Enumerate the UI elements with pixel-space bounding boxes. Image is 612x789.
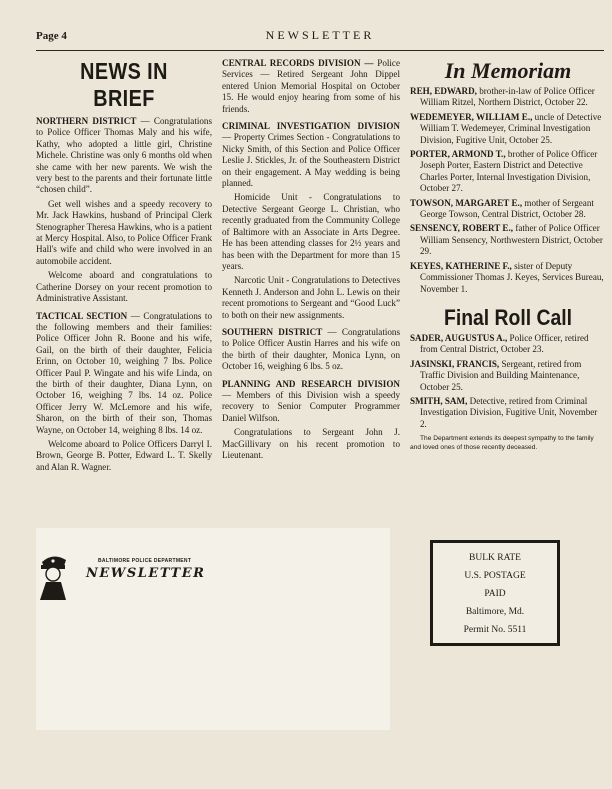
news-paragraph	[36, 199, 212, 267]
news-paragraph-text: — Property Crimes Section - Congratulations to Nicky Smith, of this Section and Police Officer Leslie J. Stickles, Jr. of the Southeastern District on their engagement. A May wedding is being planned.	[222, 132, 400, 189]
news-paragraph	[36, 270, 212, 304]
postage-line: Permit No. 5511	[463, 625, 527, 635]
roll-call-text: Detective, retired from Criminal Investigation Division, Fugitive Unit, November 2.	[420, 395, 598, 429]
memoriam-entry	[410, 86, 606, 109]
news-in-brief-column	[36, 58, 212, 473]
news-paragraph-text: — Members of this Division wish a speedy recovery to Senior Computer Programmer Daniel Wilfson.	[222, 389, 400, 423]
memoriam-entry	[410, 223, 606, 257]
news-paragraph	[36, 311, 212, 436]
department-label: BALTIMORE POLICE DEPARTMENT	[98, 558, 192, 564]
memoriam-text: brother of Police Officer Joseph Porter, Eastern District and Detective Charles Porter, Internal Investigation Division, October 27.	[420, 149, 598, 194]
news-paragraph-head: SOUTHERN DISTRICT	[222, 326, 323, 337]
news-paragraph	[222, 58, 400, 115]
news-paragraph-head: NORTHERN DISTRICT	[36, 116, 137, 126]
sympathy-note: The Department extends its deepest sympathy to the family and loved ones of those recently deceased.	[410, 435, 594, 452]
page-header	[36, 28, 604, 48]
bulk-rate-postage-stamp	[430, 540, 560, 646]
masthead-title: NEWSLETTER	[265, 28, 375, 42]
memoriam-name: WEDEMEYER, WILLIAM E.,	[410, 111, 533, 122]
news-paragraph	[222, 379, 400, 425]
postage-line: PAID	[484, 589, 506, 599]
news-paragraph-head: TACTICAL SECTION	[36, 310, 128, 321]
roll-call-entry	[410, 333, 606, 356]
news-paragraph	[222, 427, 400, 461]
page-number: Page 4	[36, 30, 67, 42]
roll-call-name: SADER, AUGUSTUS A.,	[410, 332, 508, 343]
news-paragraph-text: Welcome aboard to Police Officers Darryl I. Brown, George B. Potter, Edward L. T. Skelly and Alan R. Wagner.	[36, 438, 212, 472]
news-paragraph-text: Congratulations to Sergeant John J. MacGillivary on his recent promotion to Lieutenant.	[222, 427, 400, 460]
roll-call-text: Sergeant, retired from Traffic Division and Building Maintenance, October 25.	[420, 358, 582, 392]
memoriam-entry	[410, 149, 606, 195]
news-paragraph-text: — Congratulations to the following members and their families: Police Officer John R. Boone and his wife, Gail, on the birth of their daughter, Felicia Erinn, on October 10, weighing 7 lbs. Police Officer Paul P. Wingate and his wife Linda, on the birth of their daughter, Diana Lynn, on October 16, weighing 7 lbs. 14 oz. Police Officer Jerry W. McLemore and his wife, Sharon, on the birth of their son, Thomas Wayne, on October 14, weighing 8 lbs. 14 oz.	[36, 310, 212, 435]
news-paragraph	[36, 116, 212, 196]
news-paragraph	[222, 121, 400, 189]
news-paragraph-text: — Congratulations to Police Officer Austin Harres and his wife on the birth of their daughter, Monica Lynn, on October 16, weighing 6 lbs. 5 oz.	[222, 326, 401, 372]
memoriam-column	[410, 58, 606, 452]
news-paragraph	[36, 439, 212, 473]
memoriam-text: brother-in-law of Police Officer William Ritzel, Northern District, October 22.	[420, 86, 595, 108]
roll-call-name: JASINSKI, FRANCIS,	[410, 358, 500, 369]
mailer-label-area	[36, 528, 390, 730]
news-paragraph-text: Narcotic Unit - Congratulations to Detectives Kenneth J. Anderson and John L. Lewis on their recent promotions to Sergeant and “Good Luck” to both on their new assignments.	[222, 275, 400, 320]
news-paragraph-text: Get well wishes and a speedy recovery to Mr. Jack Hawkins, husband of Principal Clerk Stenographer Theresa Hawkins, who is a patient at Mercy Hospital. Also, to Police Officer Frank Hall's wife and child who were involved in an automobile accident.	[36, 198, 212, 266]
final-roll-call-title: Final Roll Call	[443, 304, 573, 330]
memoriam-name: SENSENCY, ROBERT E.,	[410, 223, 514, 234]
memoriam-text: uncle of Detective William T. Wedemeyer, Criminal Investigation Division, Fugitive Unit, October 25.	[420, 111, 602, 145]
middle-column	[222, 58, 400, 461]
memoriam-name: KEYES, KATHERINE F.,	[410, 260, 512, 271]
in-memoriam-title: In Memoriam	[444, 58, 572, 83]
news-paragraph-text: — Congratulations to Police Officer Thomas Maly and his wife, Kathy, who adopted a little girl, Christine Michele. Christine was only 6 months old when she came with her new parents. We wish the very best to the parents and their fortunate little “chosen child”.	[36, 116, 213, 195]
news-paragraph-head: PLANNING AND RESEARCH DIVISION	[222, 378, 400, 389]
memoriam-name: PORTER, ARMOND T.,	[410, 149, 506, 160]
news-paragraph-text: Police Services — Retired Sergeant John Dippel entered Union Memorial Hospital on October 15. He would enjoy hearing from some of his friends.	[222, 58, 400, 114]
news-in-brief-title: NEWS IN BRIEF	[80, 58, 168, 111]
postage-line: U.S. POSTAGE	[464, 571, 526, 581]
memoriam-text: father of Police Officer William Sensency, Northwestern District, October 29.	[420, 223, 603, 257]
news-paragraph	[222, 275, 400, 321]
police-officer-logo-icon	[36, 548, 70, 600]
header-rule	[36, 50, 604, 51]
memoriam-name: TOWSON, MARGARET E.,	[410, 197, 523, 208]
memoriam-entry	[410, 261, 606, 295]
postage-line: Baltimore, Md.	[465, 607, 525, 617]
roll-call-name: SMITH, SAM,	[410, 395, 468, 406]
news-paragraph	[222, 192, 400, 272]
news-paragraph	[222, 327, 400, 373]
news-paragraph-text: Homicide Unit - Congratulations to Detective Sergeant George L. Christian, who recently graduated from the Community College of Baltimore with an Associate in Arts Degree. He has been attending classes for 2½ years and has been with the Department for more than 15 years.	[222, 192, 400, 271]
mailer-newsletter-title: NEWSLETTER	[86, 566, 206, 581]
roll-call-text: Police Officer, retired from Central District, October 23.	[420, 332, 589, 355]
roll-call-entry	[410, 396, 606, 430]
memoriam-name: REH, EDWARD,	[410, 86, 477, 96]
postage-line: BULK RATE	[469, 553, 521, 563]
memoriam-entry	[410, 112, 606, 146]
memoriam-text: sister of Deputy Commissioner Thomas J. Keyes, Services Bureau, November 1.	[420, 260, 604, 294]
news-paragraph-head: CENTRAL RECORDS DIVISION —	[222, 58, 378, 68]
news-paragraph-head: CRIMINAL INVESTIGATION DIVISION	[222, 121, 400, 132]
news-paragraph-text: Welcome aboard and congratulations to Catherine Dorsey on your recent promotion to Administrative Assistant.	[36, 270, 212, 304]
roll-call-entry	[410, 359, 606, 393]
memoriam-entry	[410, 198, 606, 221]
memoriam-text: mother of Sergeant George Towson, Central District, October 28.	[420, 197, 594, 220]
